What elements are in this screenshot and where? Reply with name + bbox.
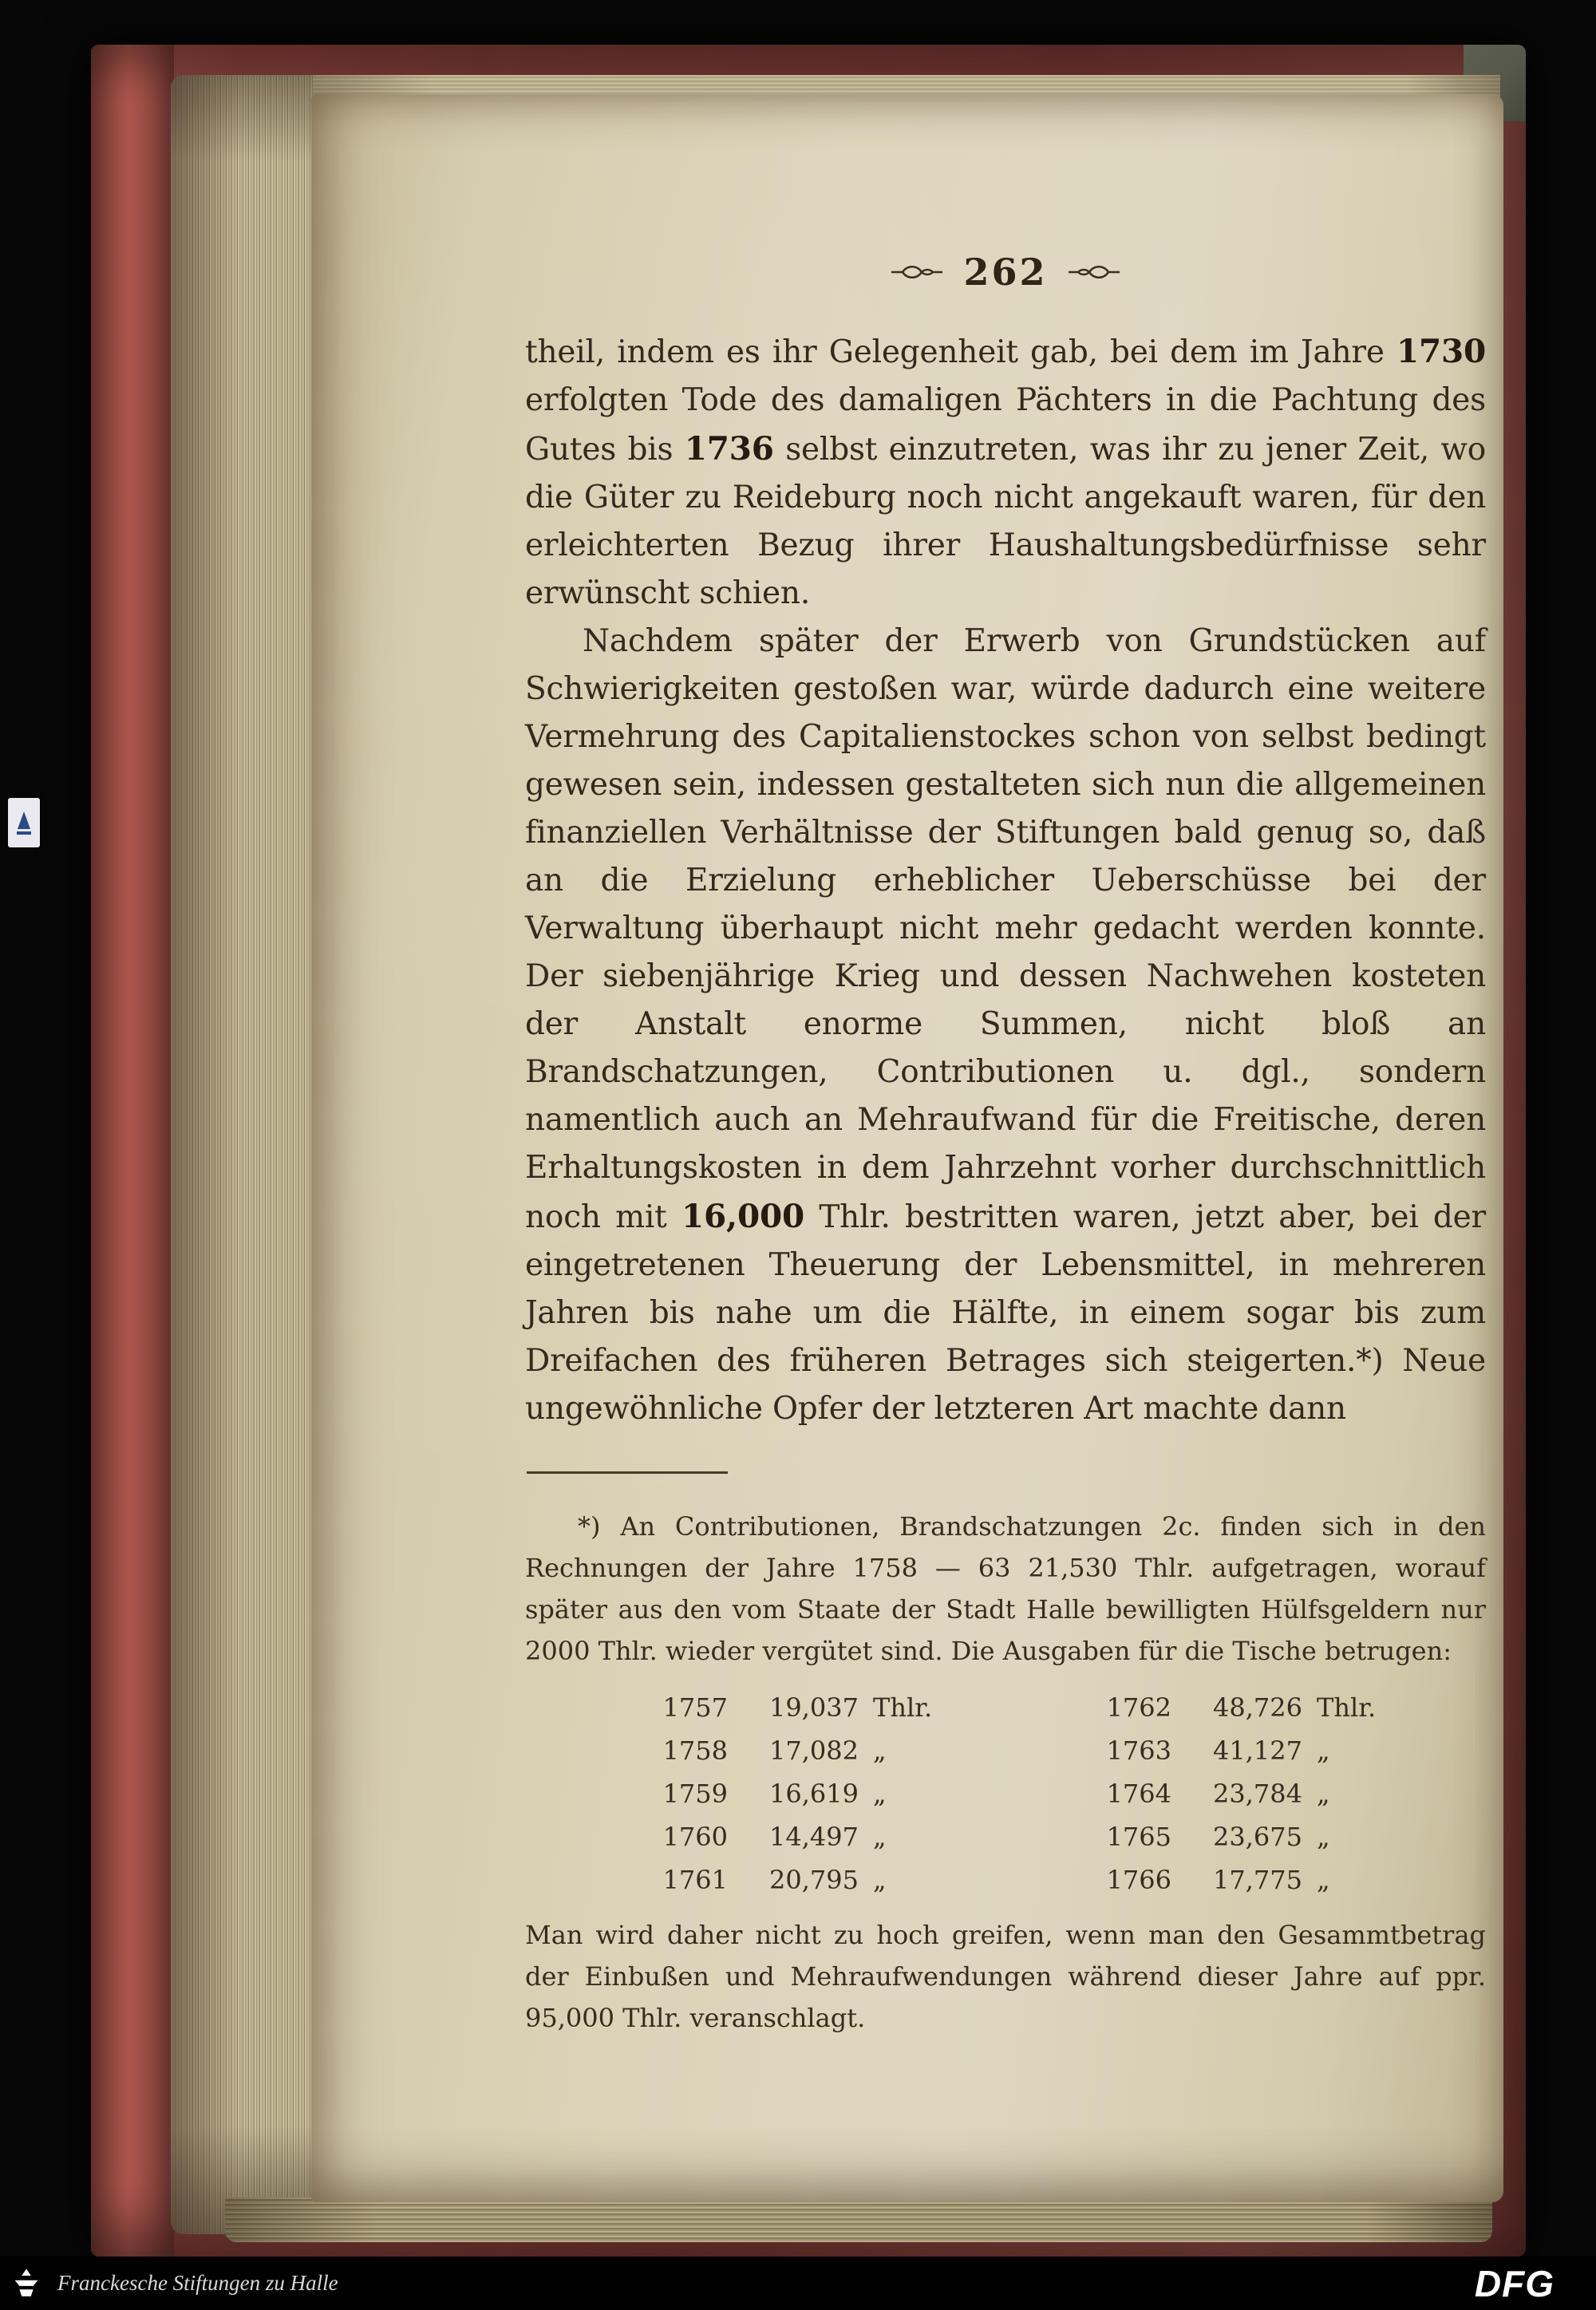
year-cell: 1763: [1106, 1735, 1171, 1766]
text-run-bold: 1730: [1396, 332, 1486, 370]
paragraph-1: [525, 327, 1486, 618]
year-cell: 1764: [1106, 1779, 1171, 1809]
footer-source: [0, 2265, 338, 2302]
year-cell: 1760: [662, 1822, 728, 1852]
amount-cell: 23,784: [1213, 1779, 1302, 1809]
footer-bar: [0, 2257, 1596, 2310]
footnote-outro: Man wird daher nicht zu hoch greifen, wenn man den Gesammtbetrag der Einbußen und Mehraufwendungen während dieser Jahre auf ppr. 95,000 Thlr. veranschlagt.: [525, 1920, 1486, 2033]
unit-cell: „: [873, 1822, 887, 1852]
footnote-separator: [527, 1471, 728, 1474]
text-run-bold: 1736: [684, 429, 774, 468]
table-row: [645, 1858, 1486, 1901]
library-stamp-icon: [8, 798, 40, 847]
amount-cell: 20,795: [769, 1865, 859, 1895]
source-label: Franckesche Stiftungen zu Halle: [57, 2271, 338, 2295]
page-text: [525, 327, 1486, 2039]
year-cell: 1758: [662, 1735, 728, 1766]
unit-cell: „: [1317, 1865, 1330, 1895]
text-run: erfolgten Tode des damaligen Pächters in die Pachtung des Gutes bis: [525, 382, 1486, 468]
unit-cell: „: [1317, 1822, 1330, 1852]
header-ornament-left-icon: [890, 263, 946, 281]
column-gap: [969, 1858, 1088, 1901]
text-run: Thlr. bestritten waren, jetzt aber, bei der eingetretenen Theuerung der Lebensmittel, in mehreren Jahren bis nahe um die Hälfte, in einem sogar bis zum Dreifachen des früheren Betrages sich steigerten.*) Neue ungewöhnliche Opfer der letzteren Art machte dann: [525, 1199, 1486, 1427]
page-stack-bottom-edge: [225, 2197, 1492, 2242]
amount-cell: 19,037: [769, 1692, 859, 1723]
table-row: [645, 1729, 1486, 1772]
paragraph-2: [525, 618, 1486, 1433]
amount-cell: 17,082: [769, 1735, 859, 1766]
footnote-table: [525, 1686, 1486, 1901]
unit-cell: Thlr.: [873, 1692, 933, 1723]
amount-cell: 48,726: [1213, 1692, 1302, 1723]
amount-cell: 17,775: [1213, 1865, 1302, 1895]
footnote: [525, 1506, 1486, 2039]
year-cell: 1761: [662, 1865, 728, 1895]
amount-cell: 23,675: [1213, 1822, 1302, 1852]
text-run: Nachdem später der Erwerb von Grundstücken auf Schwierigkeiten gestoßen war, würde dadurch eine weitere Vermehrung des Capitalienstockes schon von selbst bedingt gewesen sein, indessen gestalteten sich nun die allgemeinen finanziellen Verhältnisse der Stiftungen bald genug so, daß an die Erzielung erheblicher Ueberschüsse bei der Verwaltung überhaupt nicht mehr gedacht werden konnte. Der siebenjährige Krieg und dessen Nachwehen kosteten der Anstalt enorme Summen, nicht bloß an Brandschatzungen, Contributionen u. dgl., sondern namentlich auch an Mehraufwand für die Freitische, deren Erhaltungskosten in dem Jahrzehnt vorher durchschnittlich noch mit: [525, 623, 1486, 1235]
year-cell: 1765: [1106, 1822, 1171, 1852]
page-stack-left-edge: [171, 75, 314, 2234]
amount-cell: 16,619: [769, 1779, 859, 1809]
column-gap: [969, 1729, 1088, 1772]
text-run: theil, indem es ihr Gelegenheit gab, bei dem im Jahre: [525, 334, 1396, 370]
dfg-logo: DFG: [1474, 2262, 1555, 2304]
page-number: 262: [963, 251, 1048, 294]
column-gap: [969, 1772, 1088, 1815]
year-cell: 1757: [662, 1692, 728, 1723]
column-gap: [969, 1815, 1088, 1858]
footnote-intro: *) An Contributionen, Brandschatzungen 2c. finden sich in den Rechnungen der Jahre 1758 — 63 21,530 Thlr. aufgetragen, worauf später aus den vom Staate der Stadt Halle bewilligten Hülfsgeldern nur 2000 Thlr. wieder vergütet sind. Die Ausgaben für die Tische betrugen:: [525, 1511, 1486, 1666]
unit-cell: „: [873, 1779, 887, 1809]
page-header: [525, 251, 1486, 294]
year-cell: 1759: [662, 1779, 728, 1809]
text-run: selbst einzutreten, was ihr zu jener Zeit, wo die Güter zu Reideburg noch nicht angekauft waren, für den erleichterten Bezug ihrer Haushaltungsbedürfnisse sehr erwünscht schien.: [525, 432, 1486, 611]
unit-cell: „: [873, 1865, 887, 1895]
unit-cell: Thlr.: [1317, 1692, 1377, 1723]
amount-cell: 41,127: [1213, 1735, 1302, 1766]
header-ornament-right-icon: [1065, 263, 1121, 281]
column-gap: [969, 1686, 1088, 1729]
unit-cell: „: [1317, 1735, 1330, 1766]
table-row: [645, 1815, 1486, 1858]
unit-cell: „: [873, 1735, 887, 1766]
book-page: [311, 94, 1503, 2202]
francke-foundations-logo-icon: [8, 2265, 45, 2302]
year-cell: 1766: [1106, 1865, 1171, 1895]
table-row: [645, 1772, 1486, 1815]
text-run-bold: 16,000: [681, 1197, 804, 1235]
amount-cell: 14,497: [769, 1822, 859, 1852]
year-cell: 1762: [1106, 1692, 1171, 1723]
book-spine: [91, 45, 174, 2257]
table-row: [645, 1686, 1486, 1729]
unit-cell: „: [1317, 1779, 1330, 1809]
